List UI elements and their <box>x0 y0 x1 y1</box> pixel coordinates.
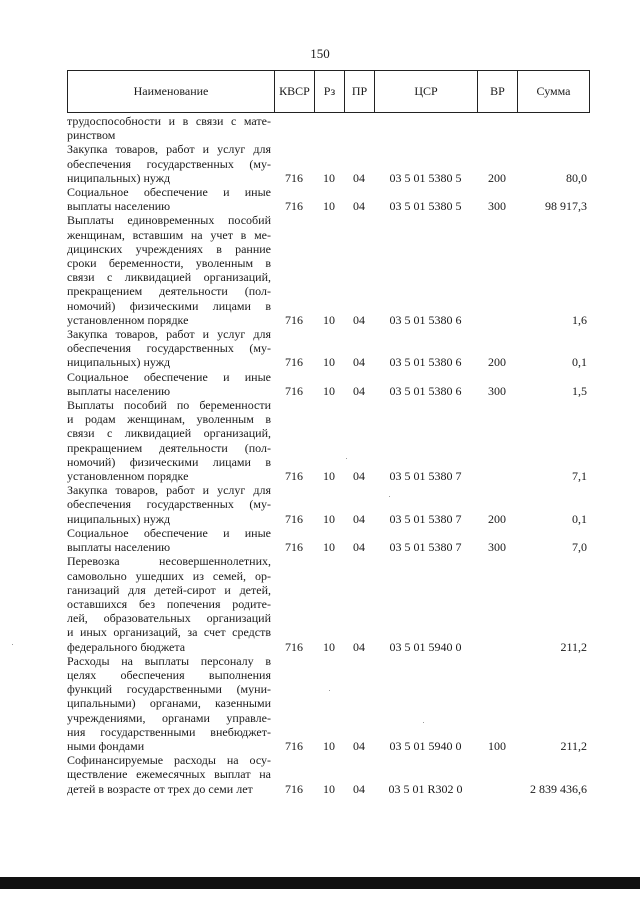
row-csr <box>374 114 477 142</box>
row-pr: 04 <box>353 469 365 484</box>
row-name-line: Социальное обеспечение и иные <box>67 525 271 540</box>
row-pr: 04 <box>353 738 365 753</box>
row-csr: 03 5 01 5380 7 <box>389 540 462 555</box>
row-rz: 10 <box>323 469 335 484</box>
row-name-line: ния государственными внебюджет- <box>67 724 271 739</box>
row-csr: 03 5 01 R302 0 <box>388 781 463 796</box>
table-row <box>67 554 589 653</box>
row-kvsr <box>274 114 314 142</box>
row-name-line: лей, образовательных организаций <box>67 611 271 626</box>
row-name <box>67 526 274 554</box>
row-pr: 04 <box>353 540 365 555</box>
row-name-line: Выплаты единовременных пособий <box>67 213 271 228</box>
row-name-line: обеспечения государственных (му- <box>67 156 271 171</box>
row-csr: 03 5 01 5940 0 <box>389 639 462 654</box>
row-pr <box>344 114 374 142</box>
row-name-line: и родам женщинам, уволенным в <box>67 412 271 427</box>
row-kvsr: 716 <box>285 312 303 327</box>
row-vr <box>477 114 517 142</box>
row-sum: 0,1 <box>572 511 587 526</box>
row-vr: 200 <box>488 511 506 526</box>
row-kvsr: 716 <box>285 511 303 526</box>
row-name-line: обеспечения государственных (му- <box>67 497 271 512</box>
row-name <box>67 142 274 185</box>
row-name-line: номочий) физическими лицами в <box>67 454 271 469</box>
row-vr <box>477 753 517 796</box>
budget-table <box>67 114 589 796</box>
row-name-line: Перевозка несовершеннолетних, <box>67 554 271 569</box>
row-name-line: выплаты населению <box>67 199 171 214</box>
row-name-line: Закупка товаров, работ и услуг для <box>67 142 271 157</box>
row-name-line: выплаты населению <box>67 540 171 555</box>
row-name-line: детей в возрасте от трех до семи лет <box>67 781 253 796</box>
row-pr: 04 <box>353 639 365 654</box>
row-pr: 04 <box>353 511 365 526</box>
row-name-line: ными фондами <box>67 738 145 753</box>
row-name-line: дицинских учреждениях в ранние <box>67 241 271 256</box>
row-name-line: связи с ликвидацией организаций, <box>67 270 271 285</box>
row-name-line: установленном порядке <box>67 312 189 327</box>
row-name-line: трудоспособности и в связи с мате- <box>67 114 271 128</box>
column-header-rz: Рз <box>315 71 345 113</box>
row-rz: 10 <box>323 781 335 796</box>
row-vr: 300 <box>488 540 506 555</box>
row-name-line: Расходы на выплаты персоналу в <box>67 653 271 668</box>
row-kvsr: 716 <box>285 170 303 185</box>
row-kvsr: 716 <box>285 199 303 214</box>
row-name-line: ринством <box>67 128 116 143</box>
row-name-line: Социальное обеспечение и иные <box>67 185 271 200</box>
row-rz: 10 <box>323 738 335 753</box>
column-header-sum: Сумма <box>518 71 590 113</box>
table-row <box>67 185 589 213</box>
row-vr <box>477 398 517 483</box>
row-kvsr: 716 <box>285 355 303 370</box>
row-name-line: самовольно ушедших из семей, ор- <box>67 568 271 583</box>
column-header-pr: ПР <box>345 71 375 113</box>
scan-speck <box>12 644 13 645</box>
column-header-vr: ВР <box>478 71 518 113</box>
row-rz: 10 <box>323 639 335 654</box>
scan-speck <box>329 690 330 691</box>
row-sum: 1,5 <box>572 383 587 398</box>
table-header <box>67 70 590 113</box>
row-name-line: обеспечения государственных (му- <box>67 341 271 356</box>
row-name-line: ципальными) органами, казенными <box>67 696 271 711</box>
row-name-line: целях обеспечения выполнения <box>67 667 271 682</box>
row-name-line: учреждениями, органами управле- <box>67 710 271 725</box>
row-name <box>67 185 274 213</box>
row-rz <box>314 114 344 142</box>
row-kvsr: 716 <box>285 469 303 484</box>
row-pr: 04 <box>353 170 365 185</box>
row-vr: 300 <box>488 383 506 398</box>
row-csr: 03 5 01 5380 6 <box>389 355 462 370</box>
row-name-line: ниципальных) нужд <box>67 170 171 185</box>
row-kvsr: 716 <box>285 540 303 555</box>
row-rz: 10 <box>323 383 335 398</box>
row-vr <box>477 213 517 327</box>
row-csr: 03 5 01 5380 6 <box>389 383 462 398</box>
row-name <box>67 483 274 526</box>
row-name-line: ганизаций для детей-сирот и детей, <box>67 582 271 597</box>
row-pr: 04 <box>353 199 365 214</box>
row-kvsr: 716 <box>285 738 303 753</box>
row-name <box>67 554 274 653</box>
row-vr: 100 <box>488 738 506 753</box>
table-row <box>67 526 589 554</box>
row-sum: 7,0 <box>572 540 587 555</box>
scan-edge-bar <box>0 877 640 889</box>
row-name-line: сроки беременности, уволенным в <box>67 256 271 271</box>
scan-speck <box>423 722 424 723</box>
row-name-line: ниципальных) нужд <box>67 355 171 370</box>
table-row <box>67 398 589 483</box>
row-vr <box>477 554 517 653</box>
row-rz: 10 <box>323 511 335 526</box>
row-csr: 03 5 01 5380 6 <box>389 312 462 327</box>
row-name-line: Выплаты пособий по беременности <box>67 398 271 413</box>
row-kvsr: 716 <box>285 781 303 796</box>
row-name <box>67 398 274 483</box>
row-name-line: Закупка товаров, работ и услуг для <box>67 483 271 498</box>
row-name-line: Софинансируемые расходы на осу- <box>67 753 271 768</box>
column-header-csr: ЦСР <box>375 71 478 113</box>
table-row <box>67 114 589 142</box>
row-name <box>67 327 274 370</box>
row-vr: 200 <box>488 170 506 185</box>
row-csr: 03 5 01 5380 7 <box>389 511 462 526</box>
row-name <box>67 213 274 327</box>
row-name-line: ниципальных) нужд <box>67 511 171 526</box>
scan-speck <box>389 496 390 497</box>
row-name-line: прекращением деятельности (пол- <box>67 440 271 455</box>
table-row <box>67 370 589 398</box>
column-header-kvsr: КВСР <box>275 71 315 113</box>
row-name-line: функций государственными (муни- <box>67 682 271 697</box>
scan-speck <box>346 458 347 459</box>
row-name <box>67 114 274 142</box>
row-name-line: прекращением деятельности (пол- <box>67 284 271 299</box>
row-sum: 98 917,3 <box>545 199 587 214</box>
row-pr: 04 <box>353 312 365 327</box>
row-name <box>67 753 274 796</box>
row-kvsr: 716 <box>285 639 303 654</box>
row-rz: 10 <box>323 312 335 327</box>
row-vr: 300 <box>488 199 506 214</box>
row-name-line: ществление ежемесячных выплат на <box>67 767 271 782</box>
row-sum: 1,6 <box>572 312 587 327</box>
budget-table-body <box>67 114 589 796</box>
row-csr: 03 5 01 5380 7 <box>389 469 462 484</box>
header-row <box>68 71 590 113</box>
row-name <box>67 370 274 398</box>
row-name-line: женщинам, вставшим на учет в ме- <box>67 227 271 242</box>
row-name-line: Закупка товаров, работ и услуг для <box>67 327 271 342</box>
row-csr: 03 5 01 5940 0 <box>389 738 462 753</box>
page-number: 150 <box>310 46 330 61</box>
row-rz: 10 <box>323 199 335 214</box>
row-sum: 211,2 <box>560 639 587 654</box>
row-rz: 10 <box>323 355 335 370</box>
row-name-line: и иных организаций, за счет средств <box>67 625 271 640</box>
row-csr: 03 5 01 5380 5 <box>389 170 462 185</box>
table-row <box>67 327 589 370</box>
row-pr: 04 <box>353 781 365 796</box>
row-name-line: оставшихся без попечения родите- <box>67 596 271 611</box>
row-pr: 04 <box>353 355 365 370</box>
row-rz: 10 <box>323 170 335 185</box>
row-name-line: выплаты населению <box>67 383 171 398</box>
row-kvsr: 716 <box>285 383 303 398</box>
table-row <box>67 483 589 526</box>
row-rz: 10 <box>323 540 335 555</box>
column-header-name: Наименование <box>68 71 275 113</box>
row-name <box>67 654 274 753</box>
row-name-line: федерального бюджета <box>67 639 186 654</box>
row-name-line: установленном порядке <box>67 469 189 484</box>
row-sum: 0,1 <box>572 355 587 370</box>
row-sum: 80,0 <box>566 170 587 185</box>
row-sum <box>517 114 589 142</box>
row-name-line: Социальное обеспечение и иные <box>67 369 271 384</box>
row-sum: 7,1 <box>572 469 587 484</box>
row-pr: 04 <box>353 383 365 398</box>
table-row <box>67 753 589 796</box>
row-sum: 211,2 <box>560 738 587 753</box>
row-vr: 200 <box>488 355 506 370</box>
row-name-line: связи с ликвидацией организаций, <box>67 426 271 441</box>
table-row <box>67 213 589 327</box>
table-row <box>67 142 589 185</box>
row-sum: 2 839 436,6 <box>530 781 587 796</box>
row-name-line: номочий) физическими лицами в <box>67 298 271 313</box>
row-csr: 03 5 01 5380 5 <box>389 199 462 214</box>
table-row <box>67 654 589 753</box>
